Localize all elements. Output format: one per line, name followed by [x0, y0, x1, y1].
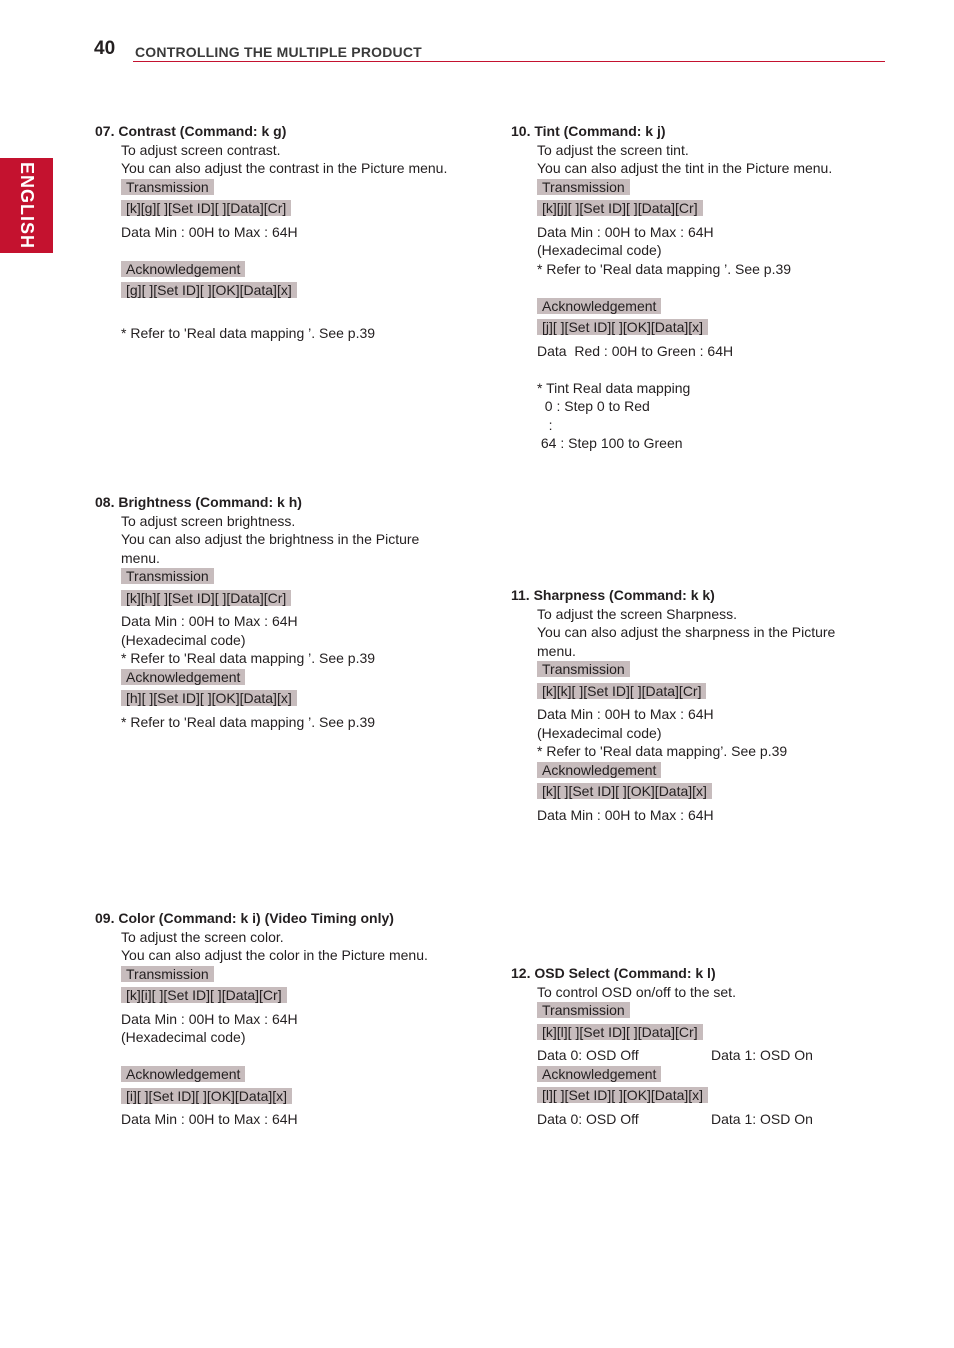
transmission-label: Transmission — [121, 179, 214, 195]
description: To adjust the screen tint. — [537, 141, 689, 158]
data-format: (Hexadecimal code) — [121, 631, 246, 648]
description: menu. — [537, 642, 576, 659]
acknowledgement-command: [l][ ][Set ID][ ][OK][Data][x] — [537, 1087, 708, 1103]
section-tint — [511, 122, 911, 453]
transmission-label: Transmission — [121, 568, 214, 584]
data-format: (Hexadecimal code) — [537, 242, 662, 258]
reference-note: * Refer to 'Real data mapping ’. See p.39 — [121, 324, 376, 341]
reference-note: * Refer to 'Real data mapping ’. See p.39 — [121, 713, 376, 730]
mapping-line: 0 : Step 0 to Red — [537, 398, 650, 414]
acknowledgement-command: [h][ ][Set ID][ ][OK][Data][x] — [121, 690, 297, 706]
reference-note: * Refer to 'Real data mapping’. See p.39 — [537, 743, 788, 759]
description: To adjust the screen Sharpness. — [537, 605, 738, 622]
mapping-line: 64 : Step 100 to Green — [537, 435, 683, 451]
acknowledgement-label: Acknowledgement — [121, 669, 245, 685]
data-values — [537, 1046, 911, 1065]
description: You can also adjust the contrast in the Picture menu. — [121, 160, 448, 176]
transmission-command: [k][k][ ][Set ID][ ][Data][Cr] — [537, 683, 706, 699]
acknowledgement-command: [g][ ][Set ID][ ][OK][Data][x] — [121, 282, 297, 298]
data-off: Data 0: OSD Off — [537, 1110, 639, 1127]
transmission-command: [k][l][ ][Set ID][ ][Data][Cr] — [537, 1024, 703, 1040]
description: You can also adjust the brightness in the Picture — [121, 531, 420, 547]
language-tab — [0, 158, 53, 253]
acknowledgement-label: Acknowledgement — [121, 1066, 245, 1082]
acknowledgement-label: Acknowledgement — [537, 762, 661, 778]
transmission-command: [k][h][ ][Set ID][ ][Data][Cr] — [121, 590, 291, 606]
section-title: 09. Color (Command: k i) (Video Timing only) — [95, 910, 394, 926]
description: You can also adjust the color in the Picture menu. — [121, 947, 428, 963]
data-range: Data Min : 00H to Max : 64H — [121, 613, 298, 629]
mapping-title: * Tint Real data mapping — [537, 379, 691, 396]
section-sharpness — [511, 586, 911, 824]
acknowledgement-command: [k][ ][Set ID][ ][OK][Data][x] — [537, 783, 712, 799]
data-format: (Hexadecimal code) — [121, 1029, 246, 1045]
section-title: 10. Tint (Command: k j) — [511, 123, 666, 139]
data-range: Data Red : 00H to Green : 64H — [537, 342, 734, 359]
acknowledgement-label: Acknowledgement — [121, 261, 245, 277]
description: To control OSD on/off to the set. — [537, 983, 736, 1000]
data-off: Data 0: OSD Off — [537, 1047, 639, 1063]
section-brightness — [95, 493, 495, 731]
data-range: Data Min : 00H to Max : 64H — [537, 706, 714, 722]
header-rule — [133, 61, 885, 62]
data-range: Data Min : 00H to Max : 64H — [121, 223, 298, 240]
transmission-label: Transmission — [537, 661, 630, 677]
transmission-command: [k][g][ ][Set ID][ ][Data][Cr] — [121, 200, 291, 216]
section-color — [95, 909, 495, 1129]
section-osd-select — [511, 964, 911, 1128]
section-title: 12. OSD Select (Command: k l) — [511, 965, 716, 981]
section-title: 08. Brightness (Command: k h) — [95, 494, 302, 510]
chapter-title: CONTROLLING THE MULTIPLE PRODUCT — [135, 44, 422, 60]
reference-note: * Refer to 'Real data mapping ’. See p.39 — [121, 650, 376, 666]
description: To adjust screen contrast. — [121, 141, 281, 158]
transmission-command: [k][i][ ][Set ID][ ][Data][Cr] — [121, 987, 287, 1003]
section-title: 07. Contrast (Command: k g) — [95, 123, 287, 139]
acknowledgement-label: Acknowledgement — [537, 298, 661, 314]
data-range: Data Min : 00H to Max : 64H — [121, 1010, 298, 1027]
description: You can also adjust the sharpness in the Picture — [537, 624, 836, 640]
data-range: Data Min : 00H to Max : 64H — [121, 1111, 298, 1127]
data-on: Data 1: OSD On — [711, 1110, 813, 1127]
acknowledgement-command: [j][ ][Set ID][ ][OK][Data][x] — [537, 319, 708, 335]
transmission-label: Transmission — [537, 1002, 630, 1018]
page-number: 40 — [94, 38, 116, 59]
language-tab-label: ENGLISH — [17, 161, 38, 250]
transmission-command: [k][j][ ][Set ID][ ][Data][Cr] — [537, 200, 703, 216]
data-range: Data Min : 00H to Max : 64H — [537, 806, 714, 823]
reference-note: * Refer to 'Real data mapping ’. See p.39 — [537, 260, 792, 277]
transmission-label: Transmission — [537, 179, 630, 195]
data-on: Data 1: OSD On — [711, 1047, 813, 1063]
data-values — [537, 1110, 911, 1129]
description: menu. — [121, 549, 160, 566]
acknowledgement-label: Acknowledgement — [537, 1066, 661, 1082]
description: To adjust screen brightness. — [121, 512, 296, 529]
mapping-line: : — [537, 416, 553, 433]
data-range: Data Min : 00H to Max : 64H — [537, 223, 714, 240]
section-contrast — [95, 122, 495, 342]
acknowledgement-command: [i][ ][Set ID][ ][OK][Data][x] — [121, 1088, 292, 1104]
description: To adjust the screen color. — [121, 928, 284, 945]
section-title: 11. Sharpness (Command: k k) — [511, 587, 715, 603]
transmission-label: Transmission — [121, 966, 214, 982]
description: You can also adjust the tint in the Picture menu. — [537, 160, 833, 176]
data-format: (Hexadecimal code) — [537, 724, 662, 741]
